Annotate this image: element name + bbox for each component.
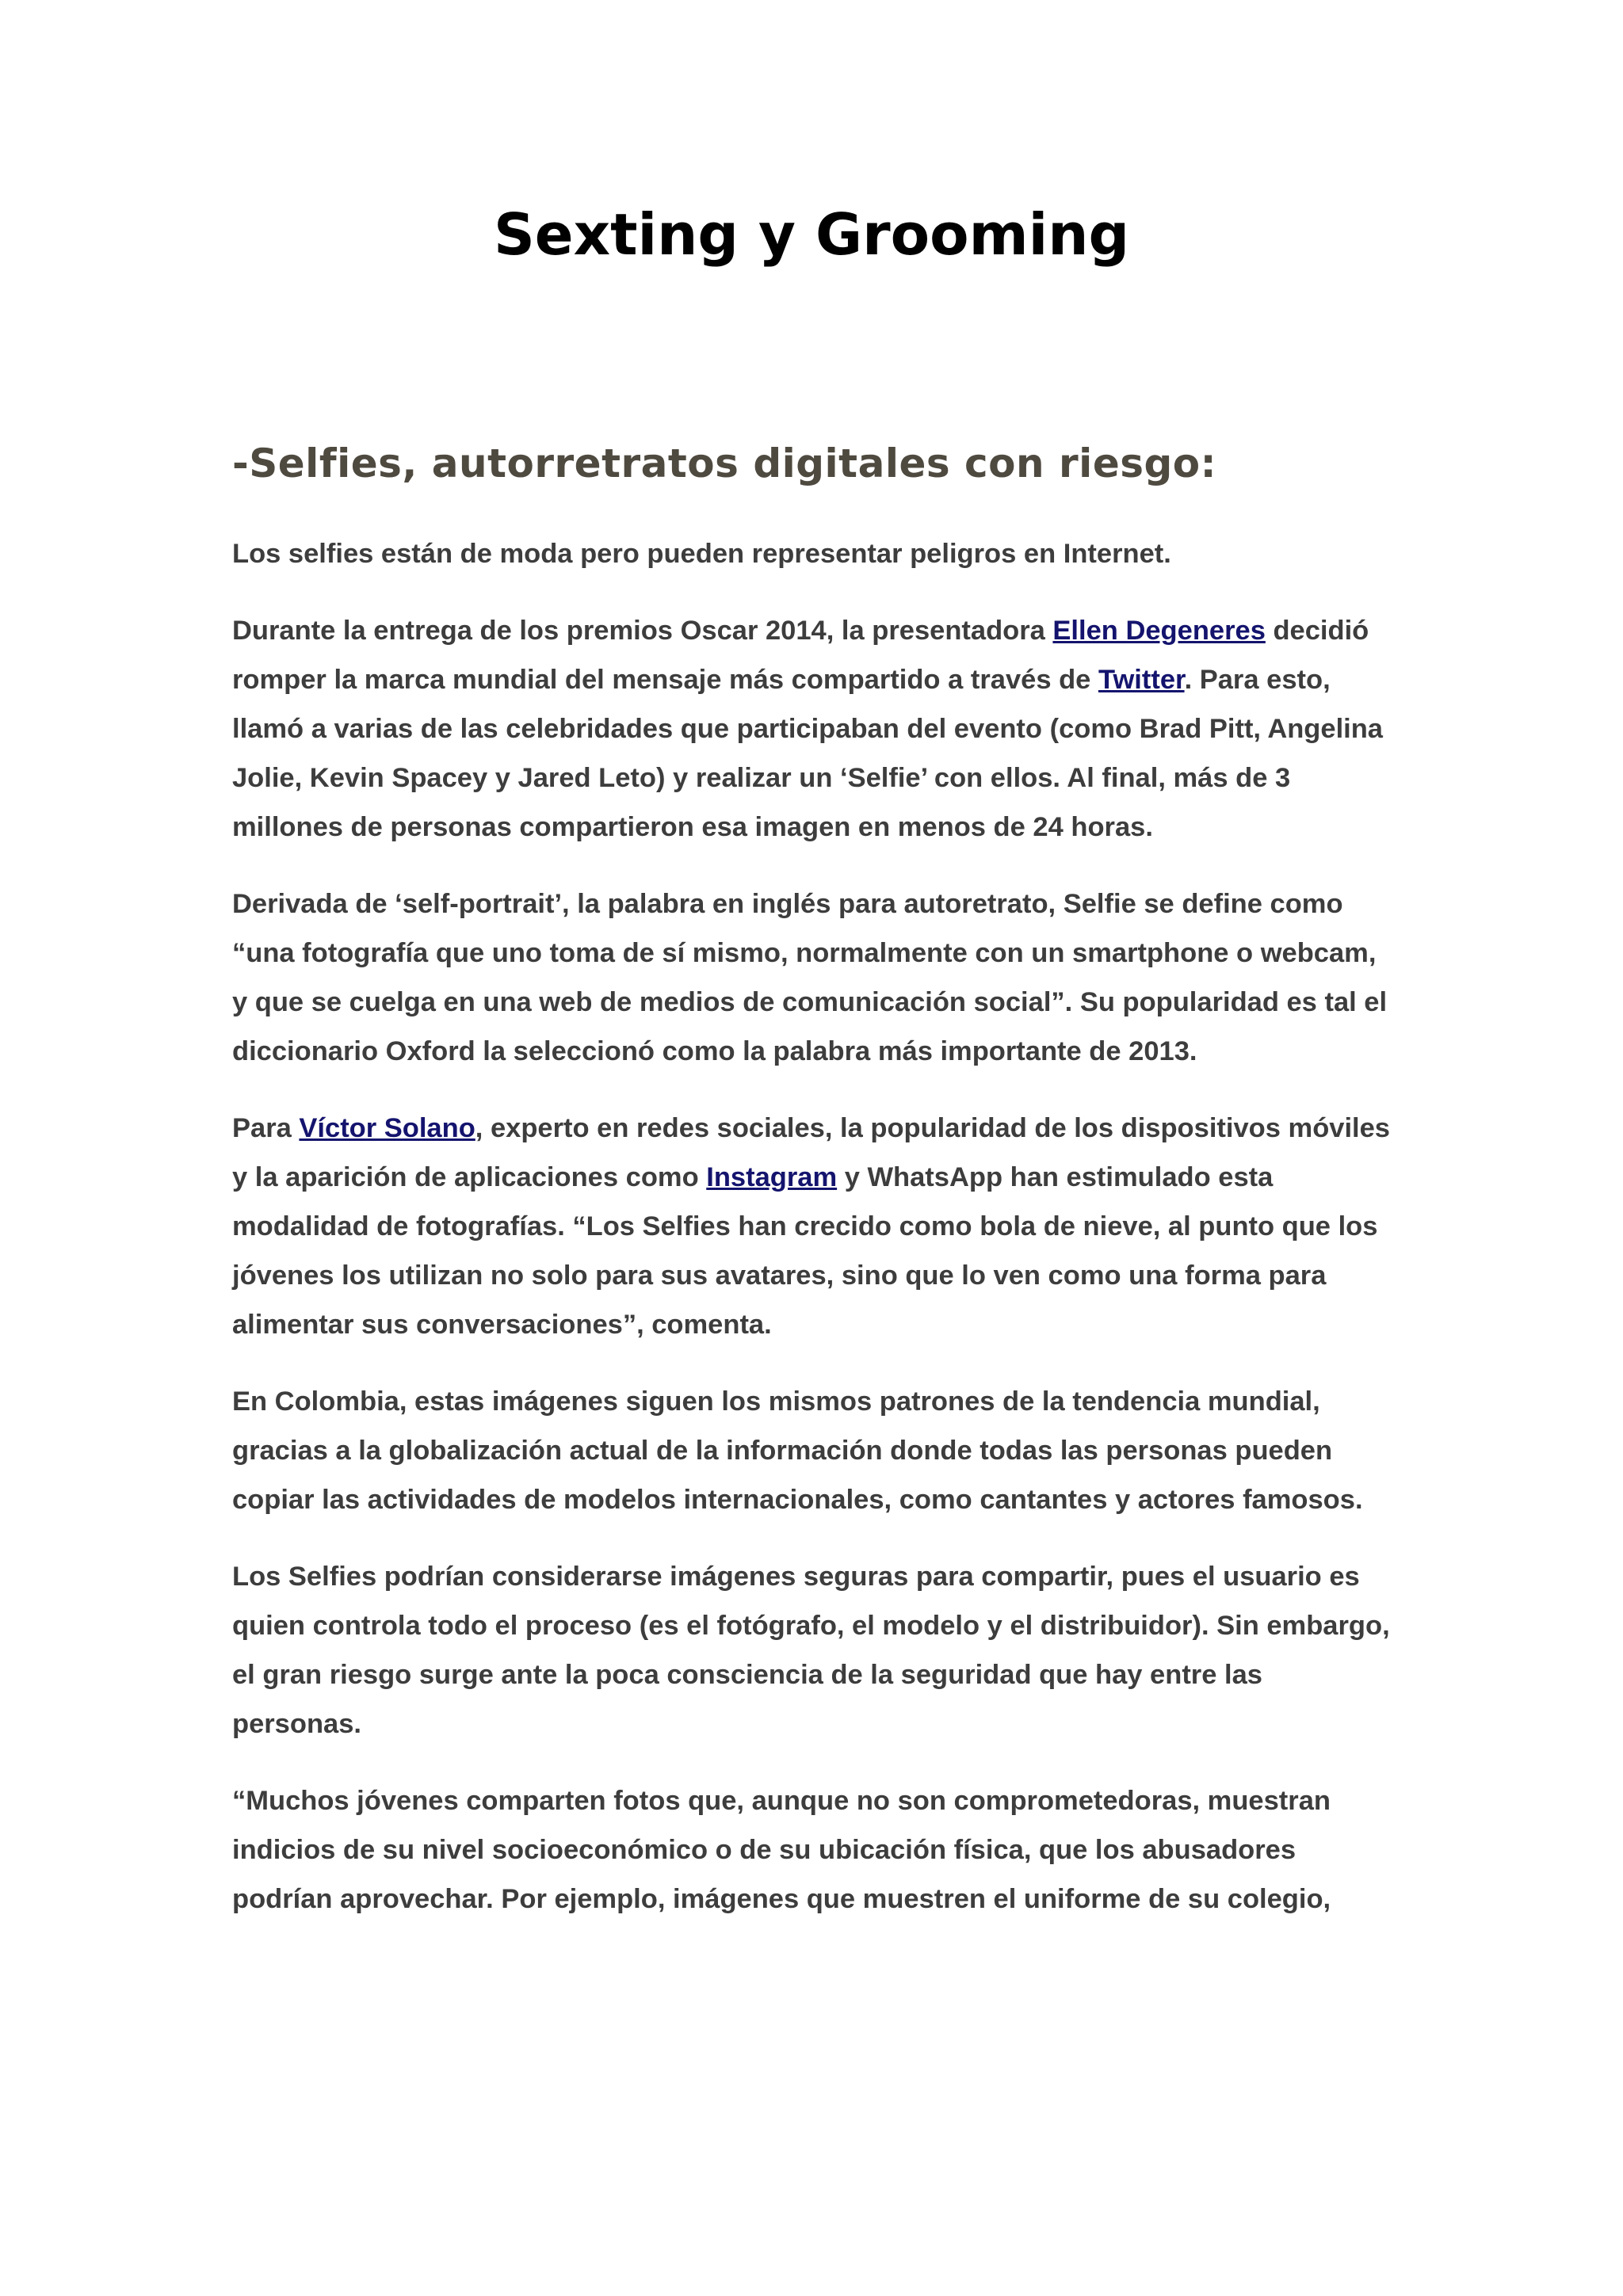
document-body: [232, 529, 1397, 1951]
paragraph-text: y WhatsApp han estimulado esta modalidad de fotografías. “Los Selfies han crecido como bola de nieve, al punto que los jóvenes los utilizan no solo para sus avatares, sino que lo ven como una forma para alimentar sus conversaciones”, comenta.: [232, 1162, 1378, 1340]
section-heading: -Selfies, autorretratos digitales con riesgo:: [232, 441, 1217, 486]
paragraph-oscar: [232, 606, 1397, 852]
paragraph-text: Durante la entrega de los premios Oscar 2014, la presentadora: [232, 616, 1053, 646]
paragraph-expert: [232, 1104, 1397, 1349]
paragraph-intro: Los selfies están de moda pero pueden representar peligros en Internet.: [232, 539, 1171, 569]
paragraph-colombia: En Colombia, estas imágenes siguen los mismos patrones de la tendencia mundial, gracias a la globalización actual de la información donde todas las personas pueden copiar las actividades de modelos internacionales, como cantantes y actores famosos.: [232, 1386, 1363, 1515]
link-ellen-degeneres[interactable]: Ellen Degeneres: [1052, 616, 1266, 646]
paragraph-text: Para: [232, 1113, 300, 1143]
link-victor-solano[interactable]: Víctor Solano: [299, 1113, 475, 1143]
paragraph-safety: Los Selfies podrían considerarse imágenes seguras para compartir, pues el usuario es quien controla todo el proceso (es el fotógrafo, el modelo y el distribuidor). Sin embargo, el gran riesgo surge ante la poca consciencia de la seguridad que hay entre las personas.: [232, 1562, 1390, 1739]
link-instagram[interactable]: Instagram: [706, 1162, 838, 1192]
document-title: Sexting y Grooming: [493, 201, 1130, 268]
paragraph-text: . Para esto, llamó a varias de las celebridades que participaban del evento (como Brad Pitt, Angelina Jolie, Kevin Spacey y Jared Leto) y realizar un ‘Selfie’ con ellos. Al final, más de 3 millones de personas compartieron esa imagen en menos de 24 horas.: [232, 665, 1383, 842]
paragraph-text: , experto en redes sociales, la popularidad de los dispositivos móviles y la aparición de aplicaciones como: [232, 1113, 1390, 1192]
link-twitter[interactable]: Twitter: [1098, 665, 1185, 695]
paragraph-quote: “Muchos jóvenes comparten fotos que, aunque no son comprometedoras, muestran indicios de su nivel socioeconómico o de su ubicación física, que los abusadores podrían aprovechar. Por ejemplo, imágenes que muestren el uniforme de su colegio,: [232, 1786, 1331, 1914]
paragraph-text: decidió romper la marca mundial del mensaje más compartido a través de: [232, 616, 1369, 695]
paragraph-definition: Derivada de ‘self-portrait’, la palabra en inglés para autoretrato, Selfie se define como “una fotografía que uno toma de sí mismo, normalmente con un smartphone o webcam, y que se cuelga en una web de medios de comunicación social”. Su popularidad es tal el diccionario Oxford la seleccionó como la palabra más importante de 2013.: [232, 889, 1388, 1066]
